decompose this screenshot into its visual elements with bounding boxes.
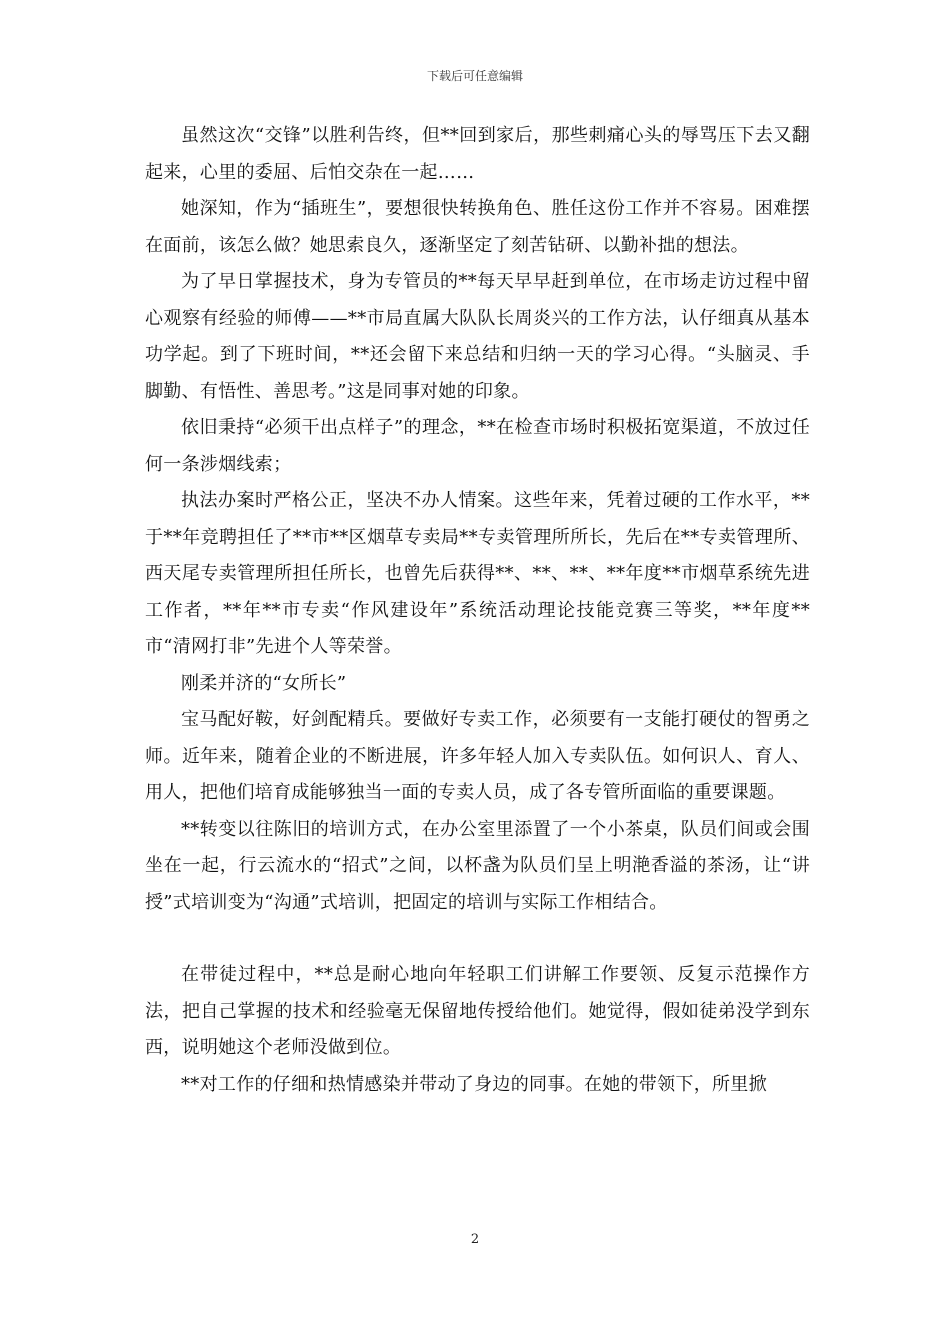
document-body: [145, 118, 810, 1103]
page-number: 2: [470, 1232, 480, 1247]
paragraph: **对工作的仔细和热情感染并带动了身边的同事。在她的带领下，所里掀: [181, 1073, 767, 1095]
paragraph: 宝马配好鞍，好剑配精兵。要做好专卖工作，必须要有一支能打硬仗的智勇之师。近年来，随着企业的不断进展，许多年轻人加入专卖队伍。如何识人、育人、用人，把他们培育成能够独当一面的专卖人员，成了各专管所面临的重要课题。: [145, 709, 810, 803]
section-heading: 刚柔并济的“女所长”: [181, 672, 347, 694]
paragraph: 执法办案时严格公正，坚决不办人情案。这些年来，凭着过硬的工作水平，**于**年竞聘担任了**市**区烟草专卖局**专卖管理所所长，先后在**专卖管理所、西天尾专卖管理所担任所长，也曾先后获得**、**、**、**年度**市烟草系统先进工作者，**年**市专卖“作风建设年”系统活动理论技能竞赛三等奖，**年度**市“清网打非”先进个人等荣誉。: [145, 490, 810, 657]
paragraph: 依旧秉持“必须干出点样子”的理念，**在检查市场时积极拓宽渠道，不放过任何一条涉烟线索；: [145, 417, 810, 475]
paragraph: **转变以往陈旧的培训方式，在办公室里添置了一个小茶桌，队员们间或会围坐在一起，行云流水的“招式”之间，以杯盏为队员们呈上明滟香溢的茶汤，让“讲授”式培训变为“沟通”式培训，把固定的培训与实际工作相结合。: [145, 818, 810, 913]
paragraph: 为了早日掌握技术，身为专管员的**每天早早赶到单位，在市场走访过程中留心观察有经验的师傅——**市局直属大队队长周炎兴的工作方法，认仔细真从基本功学起。到了下班时间，**还会留下来总结和归纳一天的学习心得。“头脑灵、手脚勤、有悟性、善思考。”这是同事对她的印象。: [145, 271, 810, 402]
page-header: 下载后可任意编辑: [426, 69, 523, 83]
paragraph: 她深知，作为“插班生”，要想很快转换角色、胜任这份工作并不容易。困难摆在面前，该怎么做？她思索良久，逐渐坚定了刻苦钻研、以勤补拙的想法。: [145, 198, 810, 256]
paragraph: 在带徒过程中，**总是耐心地向年轻职工们讲解工作要领、反复示范操作方法，把自己掌握的技术和经验毫无保留地传授给他们。她觉得，假如徒弟没学到东西，说明她这个老师没做到位。: [145, 964, 810, 1058]
paragraph: 虽然这次“交锋”以胜利告终，但**回到家后，那些刺痛心头的辱骂压下去又翻起来，心里的委屈、后怕交杂在一起……: [145, 125, 810, 183]
